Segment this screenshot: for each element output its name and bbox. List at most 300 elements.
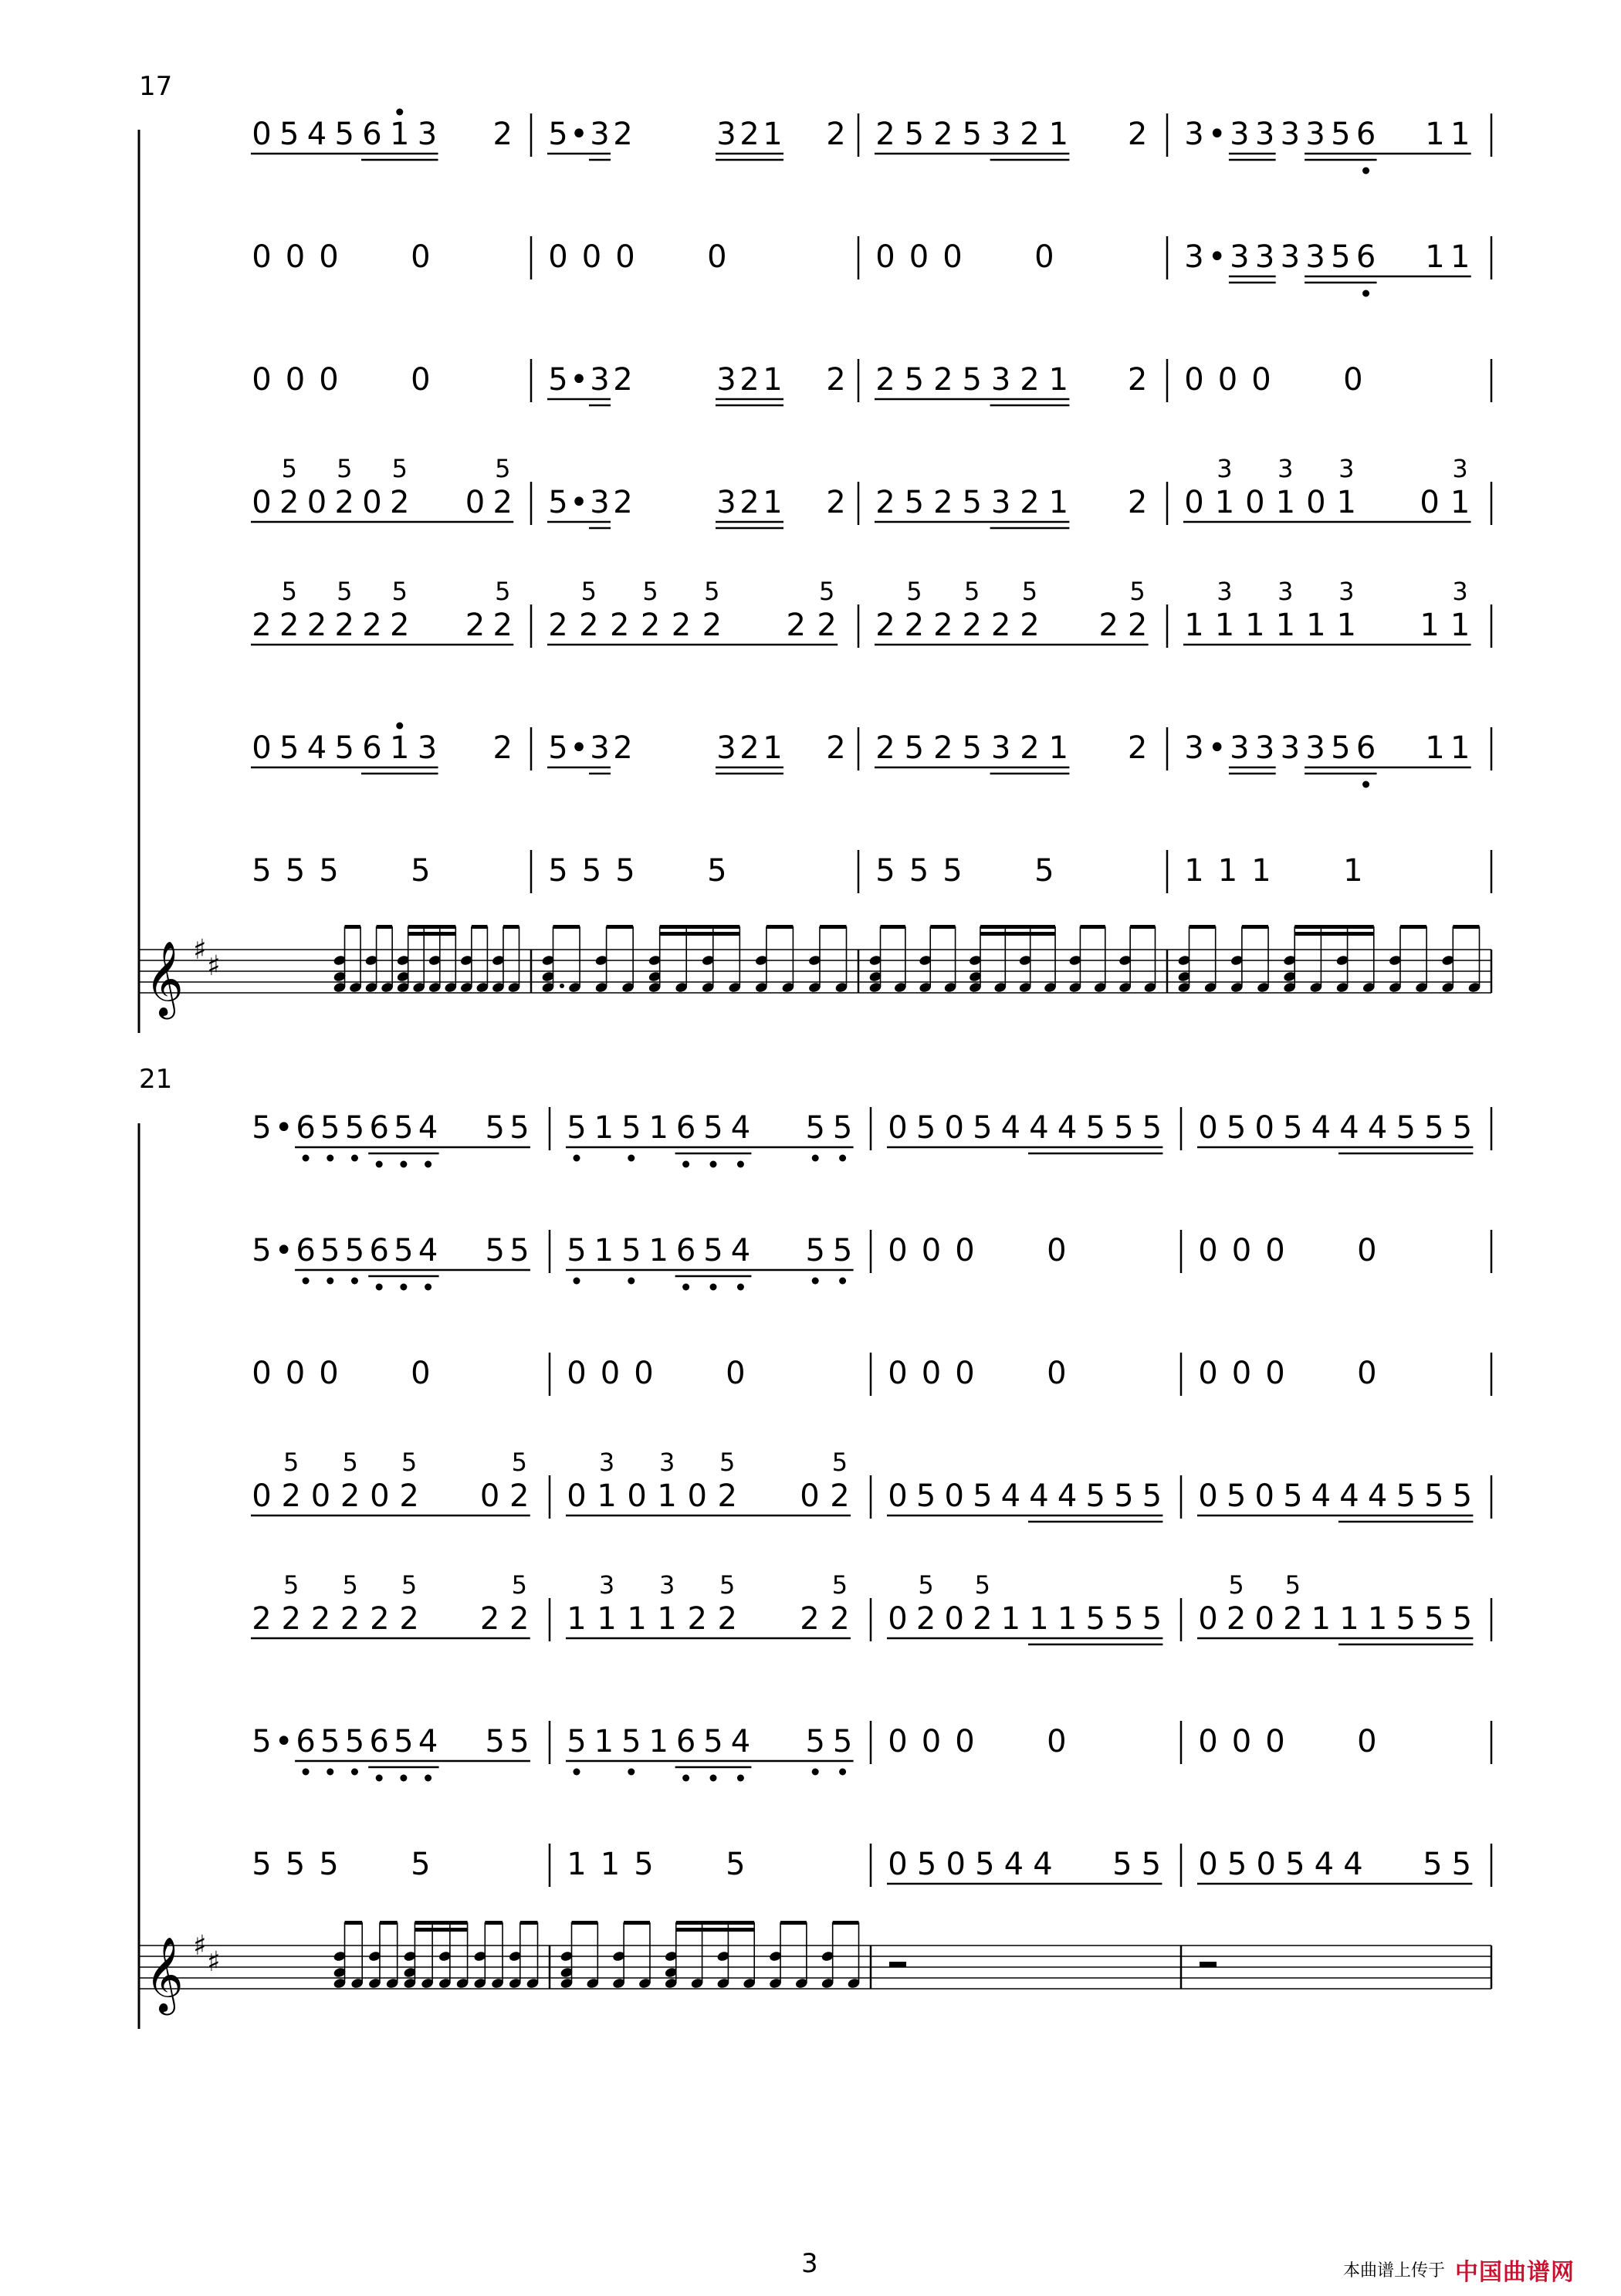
jianpu-note: 5	[581, 853, 602, 889]
beam	[408, 932, 456, 936]
beam	[660, 932, 740, 936]
jianpu-note: 1	[1057, 1601, 1078, 1637]
jianpu-note: 5	[832, 1724, 853, 1759]
chord-upper-note: 5	[511, 1570, 527, 1600]
jianpu-note: 5	[1142, 1478, 1162, 1514]
high-octave-dot	[396, 723, 403, 730]
jianpu-note: 1	[657, 1601, 677, 1637]
jianpu-note: 2	[1127, 117, 1148, 152]
jianpu-note: 2	[613, 117, 633, 152]
jianpu-note: 0	[252, 1478, 272, 1514]
jianpu-note: 2	[830, 1478, 850, 1514]
jianpu-note: 4	[1033, 1847, 1053, 1882]
jianpu-note: 4	[730, 1110, 751, 1146]
jianpu-note: 0	[875, 239, 895, 275]
jianpu-note: 2	[1127, 362, 1148, 398]
chord-upper-note: 5	[391, 577, 408, 606]
jianpu-note: 4	[1367, 1478, 1388, 1514]
jianpu-note: •	[274, 1724, 293, 1759]
jianpu-note: 1	[1339, 1601, 1359, 1637]
jianpu-note: 4	[306, 117, 327, 152]
jianpu-note: 2	[252, 1601, 272, 1637]
low-octave-dot	[376, 1284, 383, 1291]
jianpu-note: 1	[594, 1110, 614, 1146]
jianpu-note: 4	[1029, 1110, 1049, 1146]
jianpu-note: 1	[567, 1847, 587, 1882]
jianpu-note: 0	[306, 485, 327, 520]
staff-measure-3	[889, 1962, 906, 1967]
chord-upper-note: 3	[658, 1570, 675, 1600]
chord-upper-note: 3	[658, 1448, 675, 1477]
jianpu-note: 5	[567, 1724, 587, 1759]
chord-upper-note: 5	[974, 1570, 990, 1600]
jianpu-note: 1	[1048, 485, 1069, 520]
jianpu-note: 1	[1048, 362, 1069, 398]
jianpu-note: 1	[597, 1601, 617, 1637]
jianpu-note: 3	[1280, 239, 1301, 275]
jianpu-note: 2	[281, 1478, 301, 1514]
beam	[380, 1921, 398, 1925]
jianpu-note: 0	[615, 239, 635, 275]
jianpu-note: 6	[369, 1110, 389, 1146]
jianpu-note: 5	[1283, 1110, 1303, 1146]
jianpu-note: 5	[1451, 1847, 1472, 1882]
jianpu-note: 4	[1339, 1110, 1359, 1146]
jianpu-note: 6	[1355, 117, 1376, 152]
low-octave-dot	[682, 1161, 689, 1168]
jianpu-note: 3	[1254, 117, 1275, 152]
chord-upper-note: 5	[719, 1570, 736, 1600]
jianpu-note: 5	[805, 1110, 825, 1146]
jianpu-note: 0	[946, 1847, 966, 1882]
jianpu-note: 5	[962, 730, 982, 766]
jianpu-note: 3	[716, 117, 736, 152]
staff-measure-2	[560, 1921, 861, 1990]
low-octave-dot	[574, 1278, 580, 1285]
jianpu-note: 2	[479, 1601, 500, 1637]
jianpu-note: 5	[411, 1847, 431, 1882]
jianpu-note: 5	[1423, 1847, 1443, 1882]
jianpu-note: 2	[1127, 608, 1148, 643]
jianpu-note: 1	[1450, 117, 1470, 152]
jianpu-note: 5	[1034, 853, 1054, 889]
jianpu-note: 5	[344, 1233, 365, 1268]
jianpu-note: 5	[703, 1233, 723, 1268]
jianpu-note: 0	[944, 1478, 964, 1514]
low-octave-dot	[351, 1769, 358, 1776]
jianpu-note: 5	[509, 1110, 530, 1146]
low-octave-dot	[710, 1284, 717, 1291]
jianpu-note: 0	[1047, 1356, 1067, 1391]
jianpu-note: 1	[594, 1724, 614, 1759]
jianpu-note: 0	[944, 1110, 964, 1146]
beam	[624, 1921, 650, 1925]
jianpu-note: 3	[990, 485, 1011, 520]
jianpu-note: 5	[1452, 1478, 1473, 1514]
jianpu-note: 3	[716, 730, 736, 766]
jianpu-note: •	[570, 730, 588, 766]
chord-upper-note: 5	[818, 577, 835, 606]
jianpu-note: 0	[1357, 1356, 1377, 1391]
jianpu-note: •	[570, 485, 588, 520]
jianpu-note: 0	[310, 1478, 331, 1514]
jianpu-note: 2	[875, 117, 895, 152]
low-octave-dot	[574, 1155, 580, 1162]
staff-measure-2	[541, 925, 848, 994]
low-octave-dot	[812, 1155, 819, 1162]
jianpu-note: 2	[370, 1601, 390, 1637]
jianpu-note: 0	[909, 239, 929, 275]
jianpu-note: 1	[627, 1601, 647, 1637]
chord-upper-note: 5	[642, 577, 658, 606]
jianpu-note: 1	[1275, 608, 1296, 643]
jianpu-note: 0	[1254, 1110, 1274, 1146]
jianpu-note: 0	[1256, 1847, 1276, 1882]
jianpu-note: 4	[1343, 1847, 1363, 1882]
jianpu-note: 5	[1331, 239, 1351, 275]
jianpu-note: 1	[1245, 608, 1265, 643]
part-row-7	[252, 1844, 1491, 1887]
jianpu-note: 0	[1245, 485, 1265, 520]
chord-upper-note: 5	[281, 454, 297, 483]
low-octave-dot	[839, 1769, 846, 1776]
jianpu-note: 3	[590, 117, 610, 152]
jianpu-note: 0	[921, 1724, 942, 1759]
jianpu-note: 5	[703, 1110, 723, 1146]
chord-upper-note: 5	[495, 577, 511, 606]
sharp-icon: ♯	[193, 934, 207, 966]
jianpu-note: 0	[319, 362, 339, 398]
beam	[377, 925, 393, 929]
augmentation-dot	[560, 984, 564, 988]
jianpu-note: 6	[1355, 730, 1376, 766]
chord-upper-note: 5	[719, 1448, 736, 1477]
jianpu-note: 3	[990, 730, 1011, 766]
part-row-5	[251, 577, 1491, 648]
jianpu-note: 0	[465, 485, 486, 520]
chord-upper-note: 5	[918, 1570, 934, 1600]
jianpu-note: 2	[717, 1478, 737, 1514]
jianpu-note: 6	[296, 1724, 316, 1759]
chord-upper-note: 5	[1284, 1570, 1301, 1600]
jianpu-note: 3	[716, 362, 736, 398]
beam	[980, 932, 1055, 936]
jianpu-note: 5	[1452, 1110, 1473, 1146]
jianpu-note: 1	[1450, 239, 1470, 275]
jianpu-note: 2	[1098, 608, 1118, 643]
jianpu-note: 2	[492, 730, 513, 766]
jianpu-note: 6	[1355, 239, 1376, 275]
jianpu-note: 1	[600, 1847, 621, 1882]
beam	[503, 925, 519, 929]
jianpu-note: 1	[1450, 608, 1470, 643]
jianpu-note: 5	[1085, 1478, 1105, 1514]
jianpu-note: •	[1207, 730, 1227, 766]
treble-clef-icon: 𝄞	[145, 1936, 184, 2012]
jianpu-note: 0	[1198, 1724, 1218, 1759]
beam	[1130, 925, 1155, 929]
jianpu-note: 3	[590, 485, 610, 520]
jianpu-note: 0	[252, 1356, 272, 1391]
jianpu-note: •	[570, 362, 588, 398]
beam	[930, 925, 955, 929]
jianpu-note: 0	[627, 1478, 647, 1514]
jianpu-note: 4	[730, 1233, 751, 1268]
low-octave-dot	[327, 1769, 333, 1776]
jianpu-note: 2	[390, 608, 410, 643]
jianpu-note: 5	[1142, 1110, 1162, 1146]
jianpu-note: 4	[1057, 1478, 1078, 1514]
beam	[1453, 925, 1479, 929]
jianpu-note: 0	[888, 1233, 908, 1268]
jianpu-note: 2	[613, 362, 633, 398]
jianpu-note: 1	[1343, 853, 1363, 889]
jianpu-note: 5	[285, 853, 306, 889]
jianpu-note: 2	[717, 1601, 737, 1637]
jianpu-note: 0	[800, 1478, 820, 1514]
jianpu-note: 1	[1217, 853, 1238, 889]
low-octave-dot	[376, 1161, 383, 1168]
low-octave-dot	[737, 1161, 744, 1168]
jianpu-note: 1	[1367, 1601, 1388, 1637]
jianpu-note: 1	[1336, 608, 1356, 643]
jianpu-note: 0	[1198, 1233, 1218, 1268]
jianpu-note: 5	[1396, 1478, 1416, 1514]
low-octave-dot	[400, 1161, 407, 1168]
beam	[676, 1921, 754, 1925]
jianpu-note: 1	[1425, 239, 1445, 275]
jianpu-note: 5	[509, 1233, 530, 1268]
jianpu-note: 1	[1029, 1601, 1049, 1637]
jianpu-note: 3	[1184, 117, 1204, 152]
jianpu-note: 4	[1000, 1478, 1021, 1514]
jianpu-note: 0	[479, 1478, 500, 1514]
jianpu-note: 4	[1367, 1110, 1388, 1146]
jianpu-note: 0	[1306, 485, 1326, 520]
low-octave-dot	[839, 1155, 846, 1162]
jianpu-note: 5	[548, 485, 568, 520]
treble-clef-icon: 𝄞	[145, 940, 184, 1016]
low-octave-dot	[812, 1769, 819, 1776]
part-row-1	[251, 109, 1491, 174]
chord-upper-note: 3	[1338, 577, 1355, 606]
jianpu-note: 1	[1275, 485, 1296, 520]
jianpu-note: 5	[703, 1724, 723, 1759]
jianpu-note: 3	[1305, 117, 1325, 152]
jianpu-note: 5	[334, 730, 354, 766]
jianpu-note: 5	[319, 1847, 339, 1882]
jianpu-note: •	[1207, 239, 1227, 275]
beam	[607, 925, 634, 929]
beam	[485, 1921, 503, 1925]
jianpu-note: 0	[1357, 1724, 1377, 1759]
jianpu-note: 0	[1357, 1233, 1377, 1268]
jianpu-note: 5	[962, 485, 982, 520]
part-row-4	[251, 454, 1491, 528]
jianpu-note: 0	[921, 1233, 942, 1268]
chord-upper-note: 3	[1217, 577, 1233, 606]
chord-upper-note: 5	[964, 577, 980, 606]
jianpu-note: 0	[1198, 1847, 1218, 1882]
beam	[780, 1921, 807, 1925]
jianpu-note: 5	[1085, 1601, 1105, 1637]
jianpu-note: 5	[279, 730, 299, 766]
jianpu-note: 6	[296, 1110, 316, 1146]
part-row-4	[251, 1448, 1491, 1522]
chord-upper-note: 5	[391, 454, 408, 483]
jianpu-note: 5	[252, 1847, 272, 1882]
jianpu-note: 2	[492, 117, 513, 152]
beam	[1294, 925, 1374, 929]
low-octave-dot	[400, 1775, 407, 1782]
low-octave-dot	[1362, 290, 1369, 297]
jianpu-note: 0	[707, 239, 727, 275]
jianpu-note: 1	[1251, 853, 1271, 889]
jianpu-note: 5	[320, 1724, 340, 1759]
sharp-icon: ♯	[207, 950, 221, 982]
beam	[833, 1921, 859, 1925]
chord-upper-note: 5	[342, 1570, 358, 1600]
jianpu-note: 5	[904, 730, 925, 766]
jianpu-note: 0	[955, 1356, 975, 1391]
beam	[1080, 925, 1105, 929]
beam	[980, 925, 1055, 929]
jianpu-note: 3	[590, 730, 610, 766]
part-row-2	[252, 1230, 1491, 1291]
jianpu-note: 0	[285, 1356, 306, 1391]
jianpu-note: 0	[942, 239, 963, 275]
low-octave-dot	[351, 1155, 358, 1162]
jianpu-note: 5	[1424, 1601, 1444, 1637]
jianpu-note: 0	[1047, 1724, 1067, 1759]
jianpu-note: 2	[281, 1601, 301, 1637]
jianpu-note: 5	[344, 1110, 365, 1146]
beam	[1294, 932, 1374, 936]
jianpu-note: 0	[252, 117, 272, 152]
jianpu-note: 5	[485, 1233, 505, 1268]
chord-upper-note: 3	[1452, 577, 1468, 606]
beam	[1400, 925, 1426, 929]
jianpu-note: 0	[285, 362, 306, 398]
beam	[415, 1921, 467, 1925]
jianpu-note: 0	[1231, 1724, 1252, 1759]
jianpu-note: 0	[1217, 362, 1238, 398]
jianpu-note: 1	[763, 485, 783, 520]
beam	[676, 1928, 754, 1932]
jianpu-note: 5	[1142, 1601, 1162, 1637]
part-row-6	[251, 723, 1491, 788]
chord-upper-note: 5	[401, 1570, 418, 1600]
jianpu-note: 0	[1231, 1233, 1252, 1268]
chord-upper-note: 5	[1021, 577, 1038, 606]
chord-upper-note: 3	[1278, 454, 1294, 483]
jianpu-note: 2	[990, 608, 1011, 643]
jianpu-note: 1	[597, 1478, 617, 1514]
low-octave-dot	[628, 1155, 635, 1162]
jianpu-note: 0	[411, 239, 431, 275]
jianpu-note: 0	[252, 239, 272, 275]
jianpu-note: 0	[285, 239, 306, 275]
jianpu-note: 4	[1339, 1478, 1359, 1514]
jianpu-note: 1	[1184, 853, 1204, 889]
jianpu-note: 0	[921, 1356, 942, 1391]
jianpu-note: 0	[726, 1356, 746, 1391]
jianpu-note: 0	[1034, 239, 1054, 275]
jianpu-note: 0	[1198, 1478, 1218, 1514]
jianpu-note: 0	[1198, 1110, 1218, 1146]
jianpu-note: 3	[1230, 239, 1250, 275]
jianpu-note: 5	[548, 362, 568, 398]
jianpu-note: 5	[1396, 1601, 1416, 1637]
score-system-1	[139, 1107, 1491, 2029]
jianpu-note: 2	[492, 485, 513, 520]
jianpu-note: 1	[1214, 608, 1235, 643]
jianpu-note: 0	[370, 1478, 390, 1514]
beam	[553, 925, 580, 929]
jianpu-note: 5	[1331, 117, 1351, 152]
jianpu-note: 2	[671, 608, 692, 643]
jianpu-note: •	[274, 1110, 293, 1146]
jianpu-note: 0	[362, 485, 382, 520]
jianpu-note: 1	[763, 117, 783, 152]
jianpu-note: 2	[826, 485, 846, 520]
jianpu-note: 2	[826, 117, 846, 152]
beam	[345, 1921, 363, 1925]
jianpu-note: 4	[730, 1724, 751, 1759]
jianpu-note: 2	[904, 608, 925, 643]
jianpu-note: 5	[805, 1233, 825, 1268]
low-octave-dot	[628, 1769, 635, 1776]
low-octave-dot	[737, 1284, 744, 1291]
jianpu-note: 0	[888, 1356, 908, 1391]
jianpu-note: 2	[933, 485, 953, 520]
beam	[1242, 925, 1268, 929]
jianpu-note: 5	[252, 1724, 272, 1759]
jianpu-note: 5	[621, 1724, 641, 1759]
jianpu-note: 1	[1425, 730, 1445, 766]
jianpu-note: 4	[1003, 1847, 1024, 1882]
jianpu-note: 5	[1424, 1110, 1444, 1146]
jianpu-note: 2	[1020, 117, 1040, 152]
jianpu-note: 0	[1251, 362, 1271, 398]
chord-upper-note: 5	[342, 1448, 358, 1477]
low-octave-dot	[327, 1155, 333, 1162]
jianpu-note: 2	[640, 608, 661, 643]
jianpu-note: 5	[904, 117, 925, 152]
chord-upper-note: 5	[401, 1448, 418, 1477]
jianpu-note: 1	[763, 730, 783, 766]
jianpu-note: 5	[1085, 1110, 1105, 1146]
low-octave-dot	[737, 1775, 744, 1782]
staff-measure-1	[333, 925, 521, 994]
jianpu-note: 2	[399, 1478, 419, 1514]
jianpu-note: 5	[615, 853, 635, 889]
jianpu-note: 5	[621, 1233, 641, 1268]
chord-upper-note: 5	[704, 577, 720, 606]
jianpu-note: 2	[875, 485, 895, 520]
jianpu-note: 2	[492, 608, 513, 643]
staff-measure-4	[1200, 1962, 1217, 1967]
jianpu-note: 1	[1420, 608, 1440, 643]
jianpu-note: 2	[826, 730, 846, 766]
jianpu-note: 2	[1020, 362, 1040, 398]
jianpu-note: 5	[634, 1847, 654, 1882]
footer-upload-text: 本曲谱上传于	[1343, 2261, 1446, 2281]
jianpu-note: 0	[567, 1356, 587, 1391]
score-system-0	[139, 109, 1491, 1034]
jianpu-note: 6	[369, 1233, 389, 1268]
jianpu-note: 5	[394, 1724, 414, 1759]
